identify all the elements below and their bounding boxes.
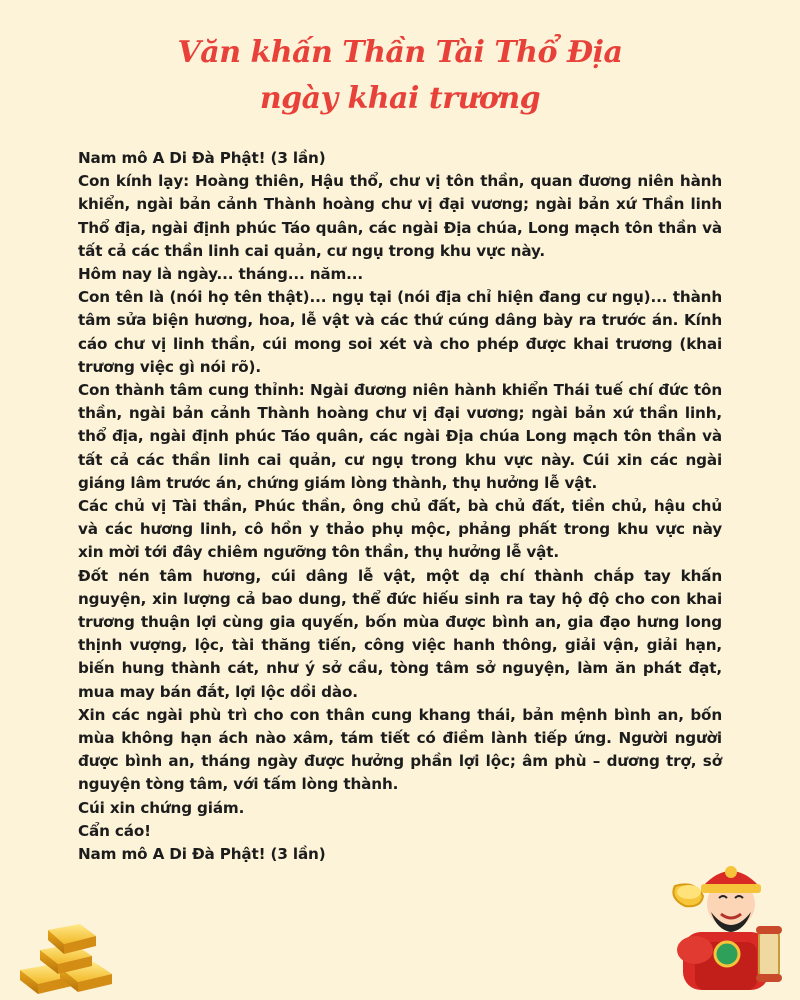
god-of-wealth-icon xyxy=(655,842,795,992)
paragraph: Xin các ngài phù trì cho con thân cung khang thái, bản mệnh bình an, bốn mùa không hạn ách nào xâm, tám tiết có điềm lành tiếp ứng. Người người được bình an, tháng ngày được hưởng phần lợi lộc; âm phù – dương trợ, sở nguyện tòng tâm, với tấm lòng thành. xyxy=(78,705,722,794)
paragraph: Hôm nay là ngày... tháng... năm... xyxy=(78,265,364,284)
title-line-1: Văn khấn Thần Tài Thổ Địa xyxy=(177,35,623,70)
paragraph: Các chủ vị Tài thần, Phúc thần, ông chủ đất, bà chủ đất, tiền chủ, hậu chủ và các hương linh, cô hồn y thảo phụ mộc, phảng phất trong khu vực này xin mời tới đây chiêm ngưỡng tôn thần, thụ hưởng lễ vật. xyxy=(78,497,722,562)
paragraph: Con thành tâm cung thỉnh: Ngài đương niên hành khiển Thái tuế chí đức tôn thần, ngài bản cảnh Thành hoàng chư vị đại vương; ngài bản xứ thần linh, thổ địa, ngài định phúc Táo quân, các ngài Địa chúa Long mạch tôn thần và tất cả các thần linh cai quản, cư ngụ trong khu vực này. Cúi xin các ngài giáng lâm trước án, chứng giám lòng thành, thụ hưởng lễ vật. xyxy=(78,381,722,492)
gold-bars-icon xyxy=(14,918,124,998)
prayer-text xyxy=(78,147,722,866)
paragraph: Con tên là (nói họ tên thật)... ngụ tại (nói địa chỉ hiện đang cư ngụ)... thành tâm sửa biện hương, hoa, lễ vật và các thứ cúng dâng bày ra trước án. Kính cáo chư vị linh thần, cúi mong soi xét và cho phép được khai trương (khai trương việc gì nói rõ). xyxy=(78,288,722,376)
paragraph: Nam mô A Di Đà Phật! (3 lần) xyxy=(78,149,326,167)
paragraph: Con kính lạy: Hoàng thiên, Hậu thổ, chư vị tôn thần, quan đương niên hành khiển, ngài bản cảnh Thành hoàng chư vị đại vương; ngài bản xứ Thần linh Thổ địa, ngài định phúc Táo quân, các ngài Địa chúa, Long mạch tôn thần và tất cả các thần linh cai quản, cư ngụ trong khu vực này. xyxy=(78,172,722,260)
page-title xyxy=(0,30,800,122)
title-line-2: ngày khai trương xyxy=(259,81,541,116)
paragraph: Cẩn cáo! xyxy=(78,821,151,840)
paragraph: Nam mô A Di Đà Phật! (3 lần) xyxy=(78,845,326,864)
paragraph: Đốt nén tâm hương, cúi dâng lễ vật, một dạ chí thành chắp tay khấn nguyện, xin lượng cả bao dung, thể đức hiếu sinh ra tay hộ độ cho con khai trương thuận lợi cùng gia quyến, bốn mùa được bình an, gia đạo hưng long thịnh vượng, lộc, tài thăng tiến, công việc hanh thông, giải vận, giải hạn, biến hung thành cát, như ý sở cầu, tòng tâm sở nguyện, làm ăn phát đạt, mua may bán đắt, lợi lộc dồi dào. xyxy=(78,566,722,701)
paragraph: Cúi xin chứng giám. xyxy=(78,798,245,817)
